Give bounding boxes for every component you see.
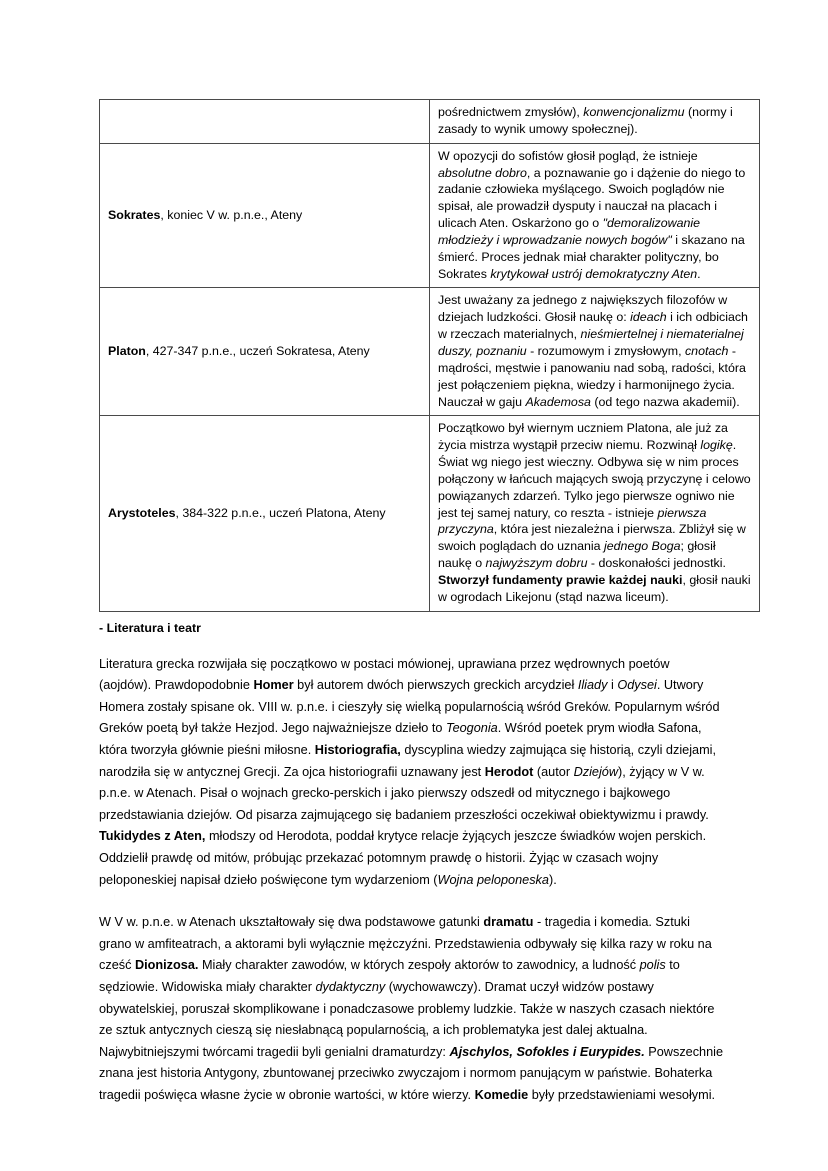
- text-run: Teogonia: [445, 721, 498, 736]
- text-run: dydaktyczny: [315, 979, 386, 994]
- philosophers-table-body: [100, 100, 760, 612]
- text-run: (normy i zasady to wynik umowy społecznej).: [438, 105, 733, 136]
- text-run: (wychowawczy). Dramat uczył widzów postawy obywatelskiej, poruszał skomplikowane i ponadczasowe problemy ludzkie. Także w naszych czasach niektóre ze sztuk antycznych cieszą się niesłabnącą popularnością, a ich problematyka jest dalej aktualna. Najwybitniejszymi twórcami tragedii byli genialni dramaturdzy:: [99, 979, 715, 1059]
- text-run: polis: [639, 958, 666, 973]
- philosopher-name: [108, 343, 421, 360]
- text-run: i skazano na śmierć. Proces jednak miał charakter polityczny, bo Sokrates: [438, 232, 745, 281]
- text-run: logikę: [700, 438, 733, 453]
- page-content: [99, 99, 751, 1107]
- text-run: Tukidydes z Aten,: [99, 829, 206, 844]
- table-row: [100, 288, 760, 416]
- text-run: (od tego nazwa akademii).: [590, 394, 740, 409]
- philosopher-name: [108, 207, 421, 224]
- text-run: W V w. p.n.e. w Atenach ukształtowały się dwa podstawowe gatunki: [99, 915, 484, 930]
- text-run: pierwsza przyczyna: [438, 505, 707, 537]
- paragraph-literatura: [99, 654, 725, 892]
- text-run: jednego Boga: [604, 539, 681, 554]
- text-run: to sędziowie. Widowiska miały charakter: [99, 958, 680, 994]
- text-run: cnotach: [684, 343, 729, 358]
- text-run: nieśmiertelnej i niematerialnej duszy, poznaniu: [438, 327, 744, 358]
- text-run: dyscyplina wiedzy zajmująca się historią, czyli dziejami, narodziła się w antycznej Grecji. Za ojca historiografii uznawany jest: [99, 743, 716, 779]
- text-run: krytykował ustrój demokratyczny Aten: [490, 266, 698, 281]
- text-run: ).: [548, 872, 557, 887]
- paragraph-dramat: [99, 912, 725, 1106]
- philosopher-name: [108, 505, 421, 522]
- text-run: , głosił nauki w ogrodach Likejonu (stąd nazwa liceum).: [438, 572, 751, 604]
- philosopher-description-cell: [430, 100, 760, 144]
- text-run: Homer: [253, 678, 294, 693]
- text-run: .: [697, 266, 701, 281]
- text-run: pośrednictwem zmysłów),: [438, 105, 584, 119]
- text-run: - mądrości, męstwie i panowaniu nad sobą, radości, która jest połączeniem piękna, wiedzy i harmonijnego życia. Nauczał w gaju: [438, 343, 746, 409]
- text-run: , która jest niezależna i pierwsza. Zbliżył się w swoich poglądach do uznania: [438, 522, 746, 554]
- table-row: [100, 416, 760, 611]
- text-run: Iliady: [577, 678, 608, 693]
- philosopher-description-cell: [430, 143, 760, 288]
- text-run: . Utwory Homera zostały spisane ok. VIII w. p.n.e. i cieszyły się wielką popularnością wśród Greków. Popularnym wśród Greków poetą był także Hezjod. Jego najważniejsze dzieło to: [99, 678, 720, 736]
- text-run: Jest uważany za jednego z największych filozofów w dziejach ludzkości. Głosił naukę o:: [438, 293, 728, 325]
- text-run: Dziejów: [573, 764, 618, 779]
- text-run: i: [607, 678, 618, 693]
- philosopher-name-cell: [100, 100, 430, 144]
- text-run: i ich odbiciach w rzeczach materialnych,: [438, 310, 748, 342]
- text-run: Powszechnie znana jest historia Antygony, zbuntowanej przeciwko zwyczajom i normom panującym w państwie. Bohaterka tragedii poświęca własne życie w obronie wartości, w które wierzy.: [99, 1044, 724, 1102]
- text-run: młodszy od Herodota, poddał krytyce relacje żyjących jeszcze świadków wojen perskich. Oddzielił prawdę od mitów, próbując przekazać potomnym prawdę o historii. Żyjąc w czasach wojny peloponeskiej napisał dzieło poświęcone tym wydarzeniom (: [99, 829, 707, 887]
- text-run: Wojna peloponeska: [437, 872, 549, 887]
- text-run: ), żyjący w V w. p.n.e. w Atenach. Pisał o wojnach grecko-perskich i jako pierwszy odszedł od mitycznego i bajkowego przedstawiania dziejów. Od pisarza zajmującego się badaniem przeszłości oczekiwał obiektywizmu i prawdy.: [99, 764, 709, 822]
- text-run: Stworzył fundamenty prawie każdej nauki: [438, 572, 683, 587]
- text-run: Komedie: [474, 1087, 529, 1102]
- text-run: - rozumowym i zmysłowym,: [526, 343, 685, 358]
- philosopher-name-bold: Sokrates: [108, 207, 161, 222]
- text-run: Początkowo był wiernym uczniem Platona, ale już za życia mistrza wystąpił przeciw niemu. Rozwinął: [438, 421, 728, 453]
- text-run: (autor: [533, 764, 574, 779]
- table-row: [100, 100, 760, 144]
- text-run: Akademosa: [525, 394, 591, 409]
- text-run: Dionizosa.: [134, 958, 199, 973]
- text-run: . Wśród poetek prym wiodła Safona, która tworzyła głównie pieśni miłosne.: [99, 721, 702, 757]
- text-run: ideach: [630, 310, 667, 325]
- section-heading: - Literatura i teatr: [99, 620, 201, 635]
- text-run: najwyższym dobru: [485, 556, 588, 571]
- text-run: Miały charakter zawodów, w których zespoły aktorów to zawodnicy, a ludność: [198, 958, 640, 973]
- text-run: - doskonałości jednostki.: [587, 556, 726, 571]
- philosophers-table: [99, 99, 760, 612]
- philosopher-name-detail: , 384-322 p.n.e., uczeń Platona, Ateny: [175, 505, 386, 520]
- philosopher-name-bold: Arystoteles: [108, 505, 176, 520]
- text-run: Literatura grecka rozwijała się początkowo w postaci mówionej, uprawiana przez wędrownych poetów (aojdów). Prawdopodobnie: [99, 656, 670, 693]
- text-run: "demoralizowanie młodzieży i wprowadzanie nowych bogów": [438, 216, 701, 247]
- philosopher-name-detail: , 427-347 p.n.e., uczeń Sokratesa, Ateny: [145, 343, 370, 358]
- philosopher-description-cell: [430, 416, 760, 611]
- text-run: dramatu: [483, 915, 534, 930]
- text-run: Odysei: [617, 678, 657, 693]
- text-run: W opozycji do sofistów głosił pogląd, że istnieje: [438, 148, 698, 163]
- text-run: Herodot: [484, 764, 534, 779]
- text-run: był autorem dwóch pierwszych greckich arcydzieł: [293, 678, 578, 693]
- philosopher-name-cell: [100, 288, 430, 416]
- philosopher-name-cell: [100, 416, 430, 611]
- philosopher-name-bold: Platon: [108, 343, 146, 358]
- text-run: Historiografia,: [314, 743, 401, 757]
- text-run: ; głosił naukę o: [438, 539, 716, 571]
- text-run: absolutne dobro: [438, 165, 527, 180]
- text-run: Ajschylos, Sofokles i Eurypides.: [449, 1044, 645, 1059]
- text-run: , a poznawanie go i dążenie do niego to zadanie człowieka myślącego. Swoich poglądów nie spisał, ale prowadził dysputy i nauczał na placach i ulicach Aten. Oskarżono go o: [438, 165, 746, 231]
- text-run: były przedstawieniami wesołymi.: [528, 1087, 716, 1102]
- text-run: - tragedia i komedia. Sztuki grano w amfiteatrach, a aktorami byli wyłącznie mężczyźni. Przedstawienia odbywały się kilka razy w roku na cześć: [99, 915, 712, 973]
- philosopher-description-cell: [430, 288, 760, 416]
- text-run: konwencjonalizmu: [583, 105, 685, 119]
- table-row: [100, 143, 760, 288]
- philosopher-name-detail: , koniec V w. p.n.e., Ateny: [160, 207, 303, 222]
- philosopher-name-cell: [100, 143, 430, 288]
- text-run: . Świat wg niego jest wieczny. Odbywa się w nim proces połączony w łańcuch mających swoją przyczynę i celowo powiązanych zdarzeń. Tylko jego pierwsze ogniwo nie jest tej samej natury, co reszta - istnieje: [438, 438, 751, 520]
